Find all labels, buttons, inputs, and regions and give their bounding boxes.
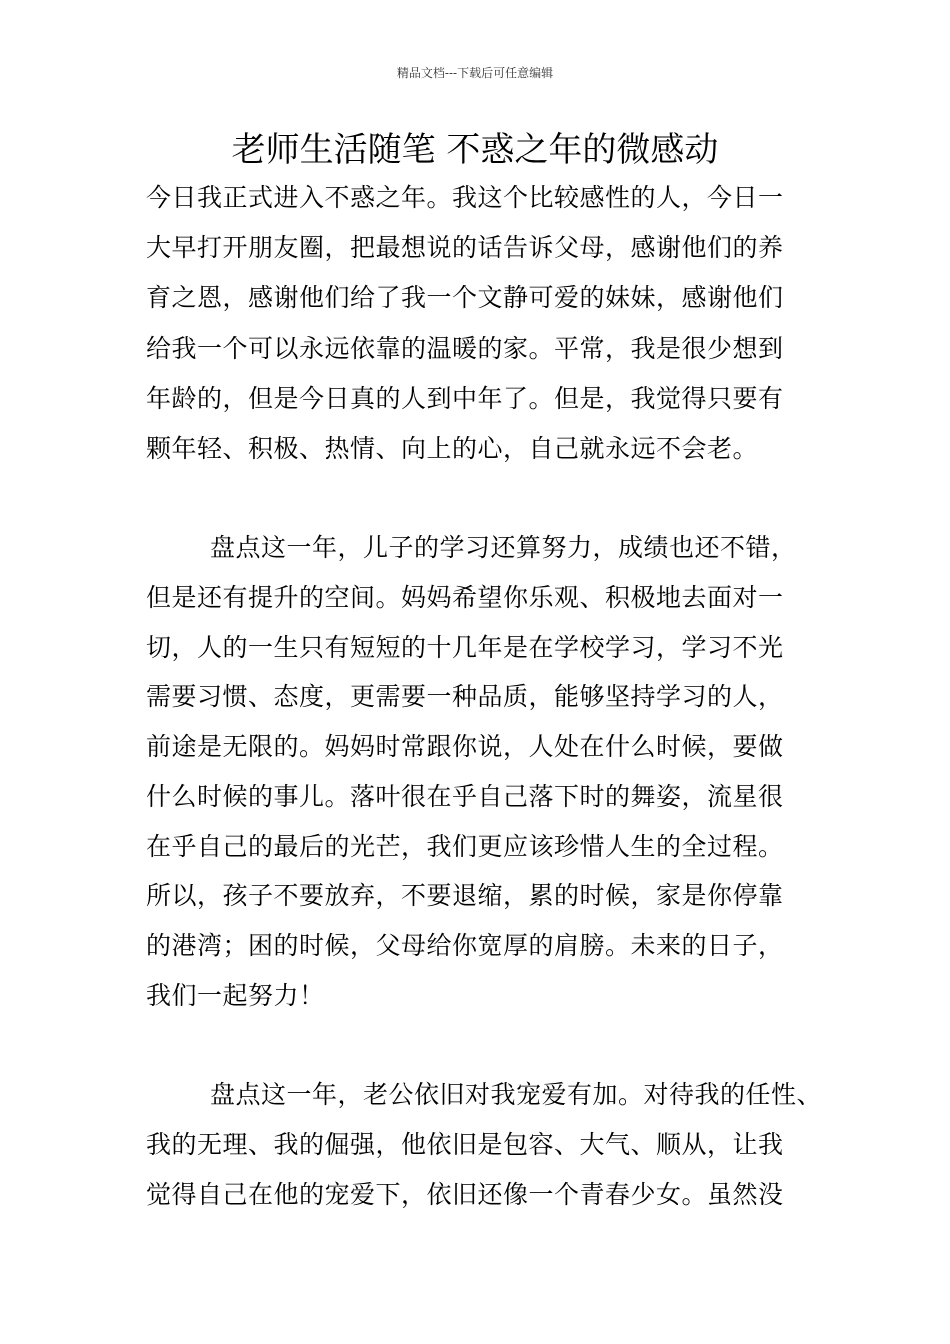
paragraph-1-line-2: 大早打开朋友圈，把最想说的话告诉父母，感谢他们的养 bbox=[146, 233, 784, 262]
paragraph-1-line-3: 育之恩，感谢他们给了我一个文静可爱的妹妹，感谢他们 bbox=[146, 283, 784, 312]
paragraph-2-line-6: 什么时候的事儿。落叶很在乎自己落下时的舞姿，流星很 bbox=[146, 782, 784, 811]
paragraph-1-line-6: 颗年轻、积极、热情、向上的心，自己就永远不会老。 bbox=[146, 434, 759, 463]
paragraph-2-line-7: 在乎自己的最后的光芒，我们更应该珍惜人生的全过程。 bbox=[146, 832, 784, 861]
paragraph-2-line-9: 的港湾；困的时候，父母给你宽厚的肩膀。未来的日子， bbox=[146, 931, 784, 960]
paragraph-3-line-1: 盘点这一年，老公依旧对我宠爱有加。对待我的任性、 bbox=[210, 1080, 823, 1109]
paragraph-2-line-10: 我们一起努力！ bbox=[146, 981, 325, 1010]
paragraph-1-line-5: 年龄的，但是今日真的人到中年了。但是，我觉得只要有 bbox=[146, 384, 784, 413]
paragraph-2-line-4: 需要习惯、态度，更需要一种品质，能够坚持学习的人， bbox=[146, 682, 784, 711]
paragraph-1-line-1: 今日我正式进入不惑之年。我这个比较感性的人，今日一 bbox=[146, 183, 784, 212]
paragraph-2-line-8: 所以，孩子不要放弃，不要退缩，累的时候，家是你停靠 bbox=[146, 881, 784, 910]
paragraph-2-line-3: 切，人的一生只有短短的十几年是在学校学习，学习不光 bbox=[146, 633, 784, 662]
header-note: 精品文档---下载后可任意编辑 bbox=[396, 66, 554, 80]
paragraph-2-line-1: 盘点这一年，儿子的学习还算努力，成绩也还不错， bbox=[210, 533, 797, 562]
paragraph-2-line-5: 前途是无限的。妈妈时常跟你说，人处在什么时候，要做 bbox=[146, 732, 784, 761]
paragraph-2-line-2: 但是还有提升的空间。妈妈希望你乐观、积极地去面对一 bbox=[146, 583, 784, 612]
paragraph-3-line-3: 觉得自己在他的宠爱下，依旧还像一个青春少女。虽然没 bbox=[146, 1180, 784, 1209]
paragraph-3-line-2: 我的无理、我的倔强，他依旧是包容、大气、顺从，让我 bbox=[146, 1130, 784, 1159]
document-title: 老师生活随笔 不惑之年的微感动 bbox=[231, 130, 719, 170]
paragraph-1-line-4: 给我一个可以永远依靠的温暖的家。平常，我是很少想到 bbox=[146, 334, 784, 363]
